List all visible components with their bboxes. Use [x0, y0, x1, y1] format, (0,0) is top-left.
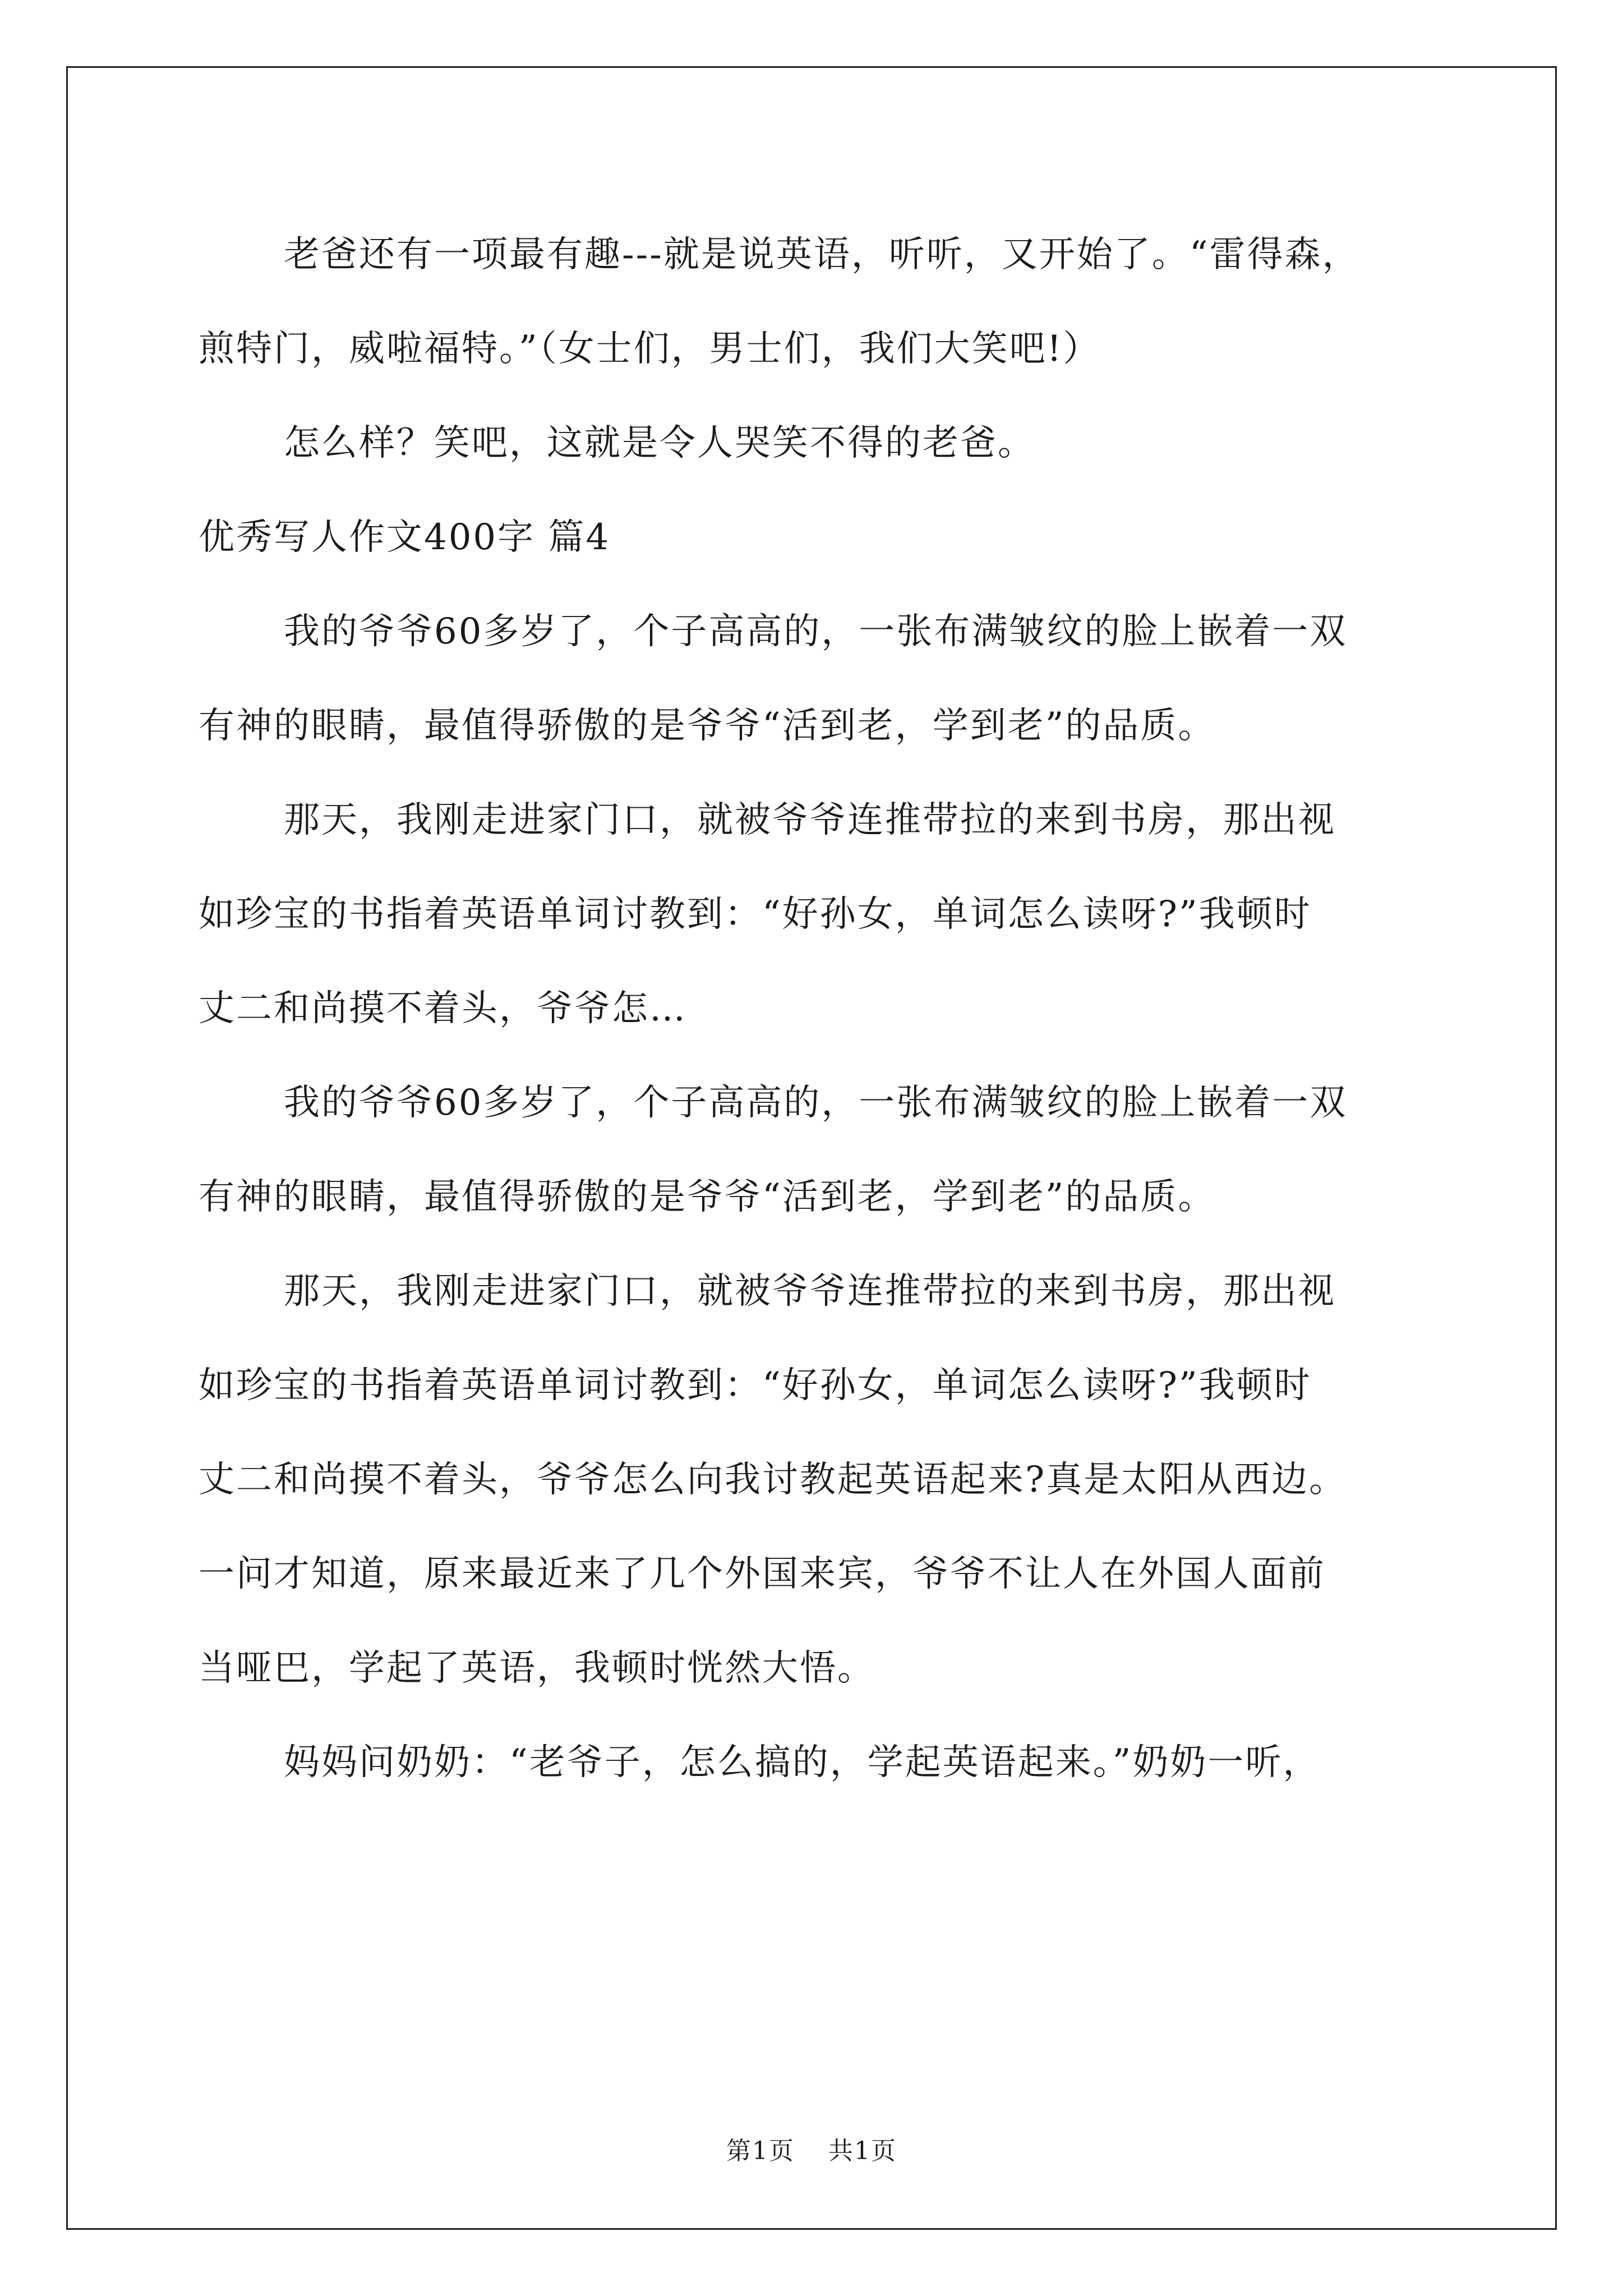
- paragraph-line: 丈二和尚摸不着头，爷爷怎么向我讨教起英语起来?真是太阳从西边。: [199, 1459, 1347, 1501]
- paragraph-line: 我的爷爷60多岁了，个子高高的，一张布满皱纹的脸上嵌着一双: [284, 1082, 1348, 1124]
- page-number: 第1页: [726, 2137, 795, 2165]
- paragraph-line: 如珍宝的书指着英语单词讨教到：“好孙女，单词怎么读呀?”我顿时: [199, 1365, 1312, 1406]
- section-heading: 优秀写人作文400字 篇4: [199, 517, 611, 558]
- document-body: [199, 208, 1432, 1810]
- paragraph-line: 煎特门，威啦福特。”（女士们，男士们，我们大笑吧!）: [199, 328, 1101, 370]
- page-footer: [0, 2131, 1623, 2166]
- page-total: 共1页: [828, 2137, 897, 2165]
- paragraph-line: 有神的眼睛，最值得骄傲的是爷爷“活到老，学到老”的品质。: [199, 705, 1216, 747]
- paragraph-line: 老爸还有一项最有趣---就是说英语，听听，又开始了。“雷得森，: [284, 234, 1360, 275]
- paragraph-line: 当哑巴，学起了英语，我顿时恍然大悟。: [199, 1648, 875, 1689]
- paragraph-line: 那天，我刚走进家门口，就被爷爷连推带拉的来到书房，那出视: [284, 799, 1336, 841]
- paragraph-line: 那天，我刚走进家门口，就被爷爷连推带拉的来到书房，那出视: [284, 1271, 1336, 1312]
- paragraph-line: 丈二和尚摸不着头，爷爷怎…: [199, 988, 687, 1029]
- paragraph-line: 怎么样？笑吧，这就是令人哭笑不得的老爸。: [284, 422, 1035, 464]
- paragraph-line: 妈妈问奶奶：“老爷子，怎么搞的，学起英语起来。”奶奶一听，: [284, 1742, 1321, 1783]
- paragraph-line: 有神的眼睛，最值得骄傲的是爷爷“活到老，学到老”的品质。: [199, 1176, 1216, 1218]
- paragraph-line: 一问才知道，原来最近来了几个外国来宾，爷爷不让人在外国人面前: [199, 1553, 1326, 1595]
- paragraph-line: 如珍宝的书指着英语单词讨教到：“好孙女，单词怎么读呀?”我顿时: [199, 894, 1312, 935]
- paragraph-line: 我的爷爷60多岁了，个子高高的，一张布满皱纹的脸上嵌着一双: [284, 611, 1348, 652]
